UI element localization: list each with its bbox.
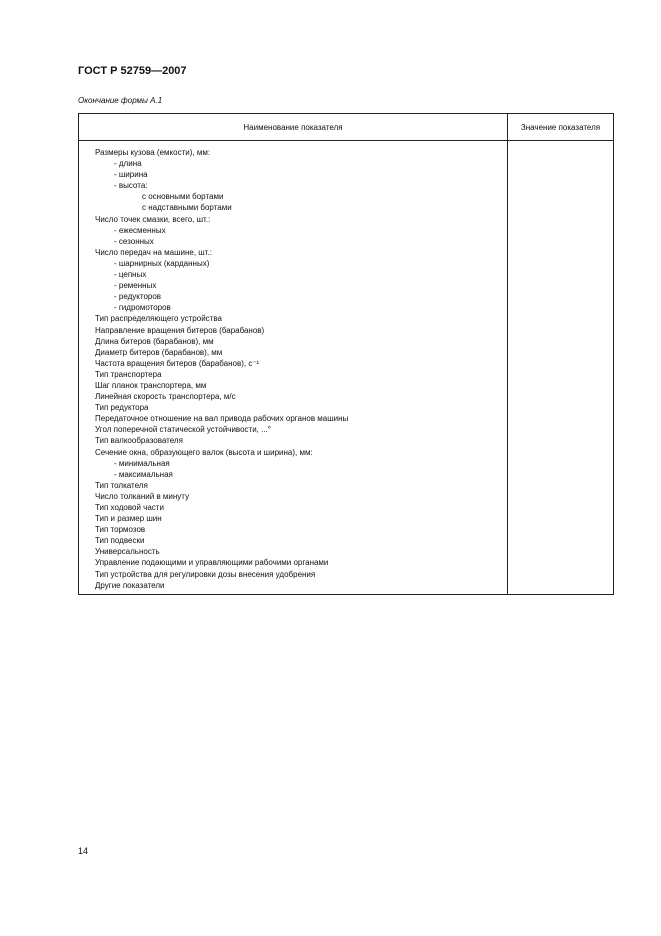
names-cell [79,141,508,595]
parameter-row: - минимальная [114,458,170,468]
parameters-table [78,113,614,595]
parameter-row: Частота вращения битеров (барабанов), с⁻¹ [95,358,260,368]
table-body-row [79,141,614,595]
parameter-row: Передаточное отношение на вал привода рабочих органов машины [95,414,349,424]
parameter-row: Управление подающими и управляющими рабочими органами [95,558,329,568]
parameter-row: Размеры кузова (емкости), мм: [95,148,211,157]
table-header-row [79,114,614,141]
parameter-row: Длина битеров (барабанов), мм [95,336,214,346]
parameter-row: - ежесменных [114,225,166,235]
parameter-row: Тип тормозов [95,525,146,535]
values-cell [508,141,614,595]
parameter-row: Сечение окна, образующего валок (высота и ширина), мм: [95,447,313,457]
parameter-row: Другие показатели [95,580,165,590]
parameter-row: Направление вращения битеров (барабанов) [95,325,265,335]
parameter-row: Число точек смазки, всего, шт.: [95,214,211,224]
parameter-row: - редукторов [114,292,162,302]
parameter-row: Тип подвески [95,536,145,546]
column-header-value: Значение показателя [508,114,614,141]
parameter-row: Угол поперечной статической устойчивости, ...° [95,425,271,435]
parameter-row: Тип толкателя [95,480,148,490]
document-title: ГОСТ Р 52759—2007 [78,65,187,77]
parameter-list [79,141,507,594]
parameter-row: - длина [114,159,142,169]
parameter-row: Тип устройства для регулировки дозы внесения удобрения [95,569,316,579]
parameter-row: - высота: [114,181,148,191]
parameter-row: Тип транспортера [95,369,162,379]
parameter-row: Число передач на машине, шт.: [95,247,212,257]
parameter-row: - цепных [114,270,147,280]
parameter-row: Универсальность [95,547,160,557]
parameter-row: - максимальная [114,469,173,479]
column-header-name: Наименование показателя [79,114,508,141]
parameter-row: - сезонных [114,236,154,246]
parameter-row: - гидромоторов [114,303,171,313]
parameter-row: Тип и размер шин [95,514,162,524]
parameter-row: Число толканий в минуту [95,491,190,501]
parameter-row: Тип распределяющего устройства [95,314,222,324]
parameter-row: - шарнирных (карданных) [114,258,210,268]
parameter-row: с надставными бортами [142,203,232,213]
parameter-row: Диаметр битеров (барабанов), мм [95,347,223,357]
parameter-row: - ширина [114,170,148,180]
parameter-row: Тип валкообразователя [95,436,183,446]
parameter-row: Шаг планок транспортера, мм [95,380,207,390]
parameter-row: Линейная скорость транспортера, м/с [95,392,236,402]
parameter-row: - ременных [114,281,157,291]
parameter-row: Тип редуктора [95,403,149,413]
form-caption: Окончание формы А.1 [78,96,163,105]
parameter-row: с основными бортами [142,192,224,202]
parameter-row: Тип ходовой части [95,503,164,512]
page-number: 14 [78,846,89,856]
